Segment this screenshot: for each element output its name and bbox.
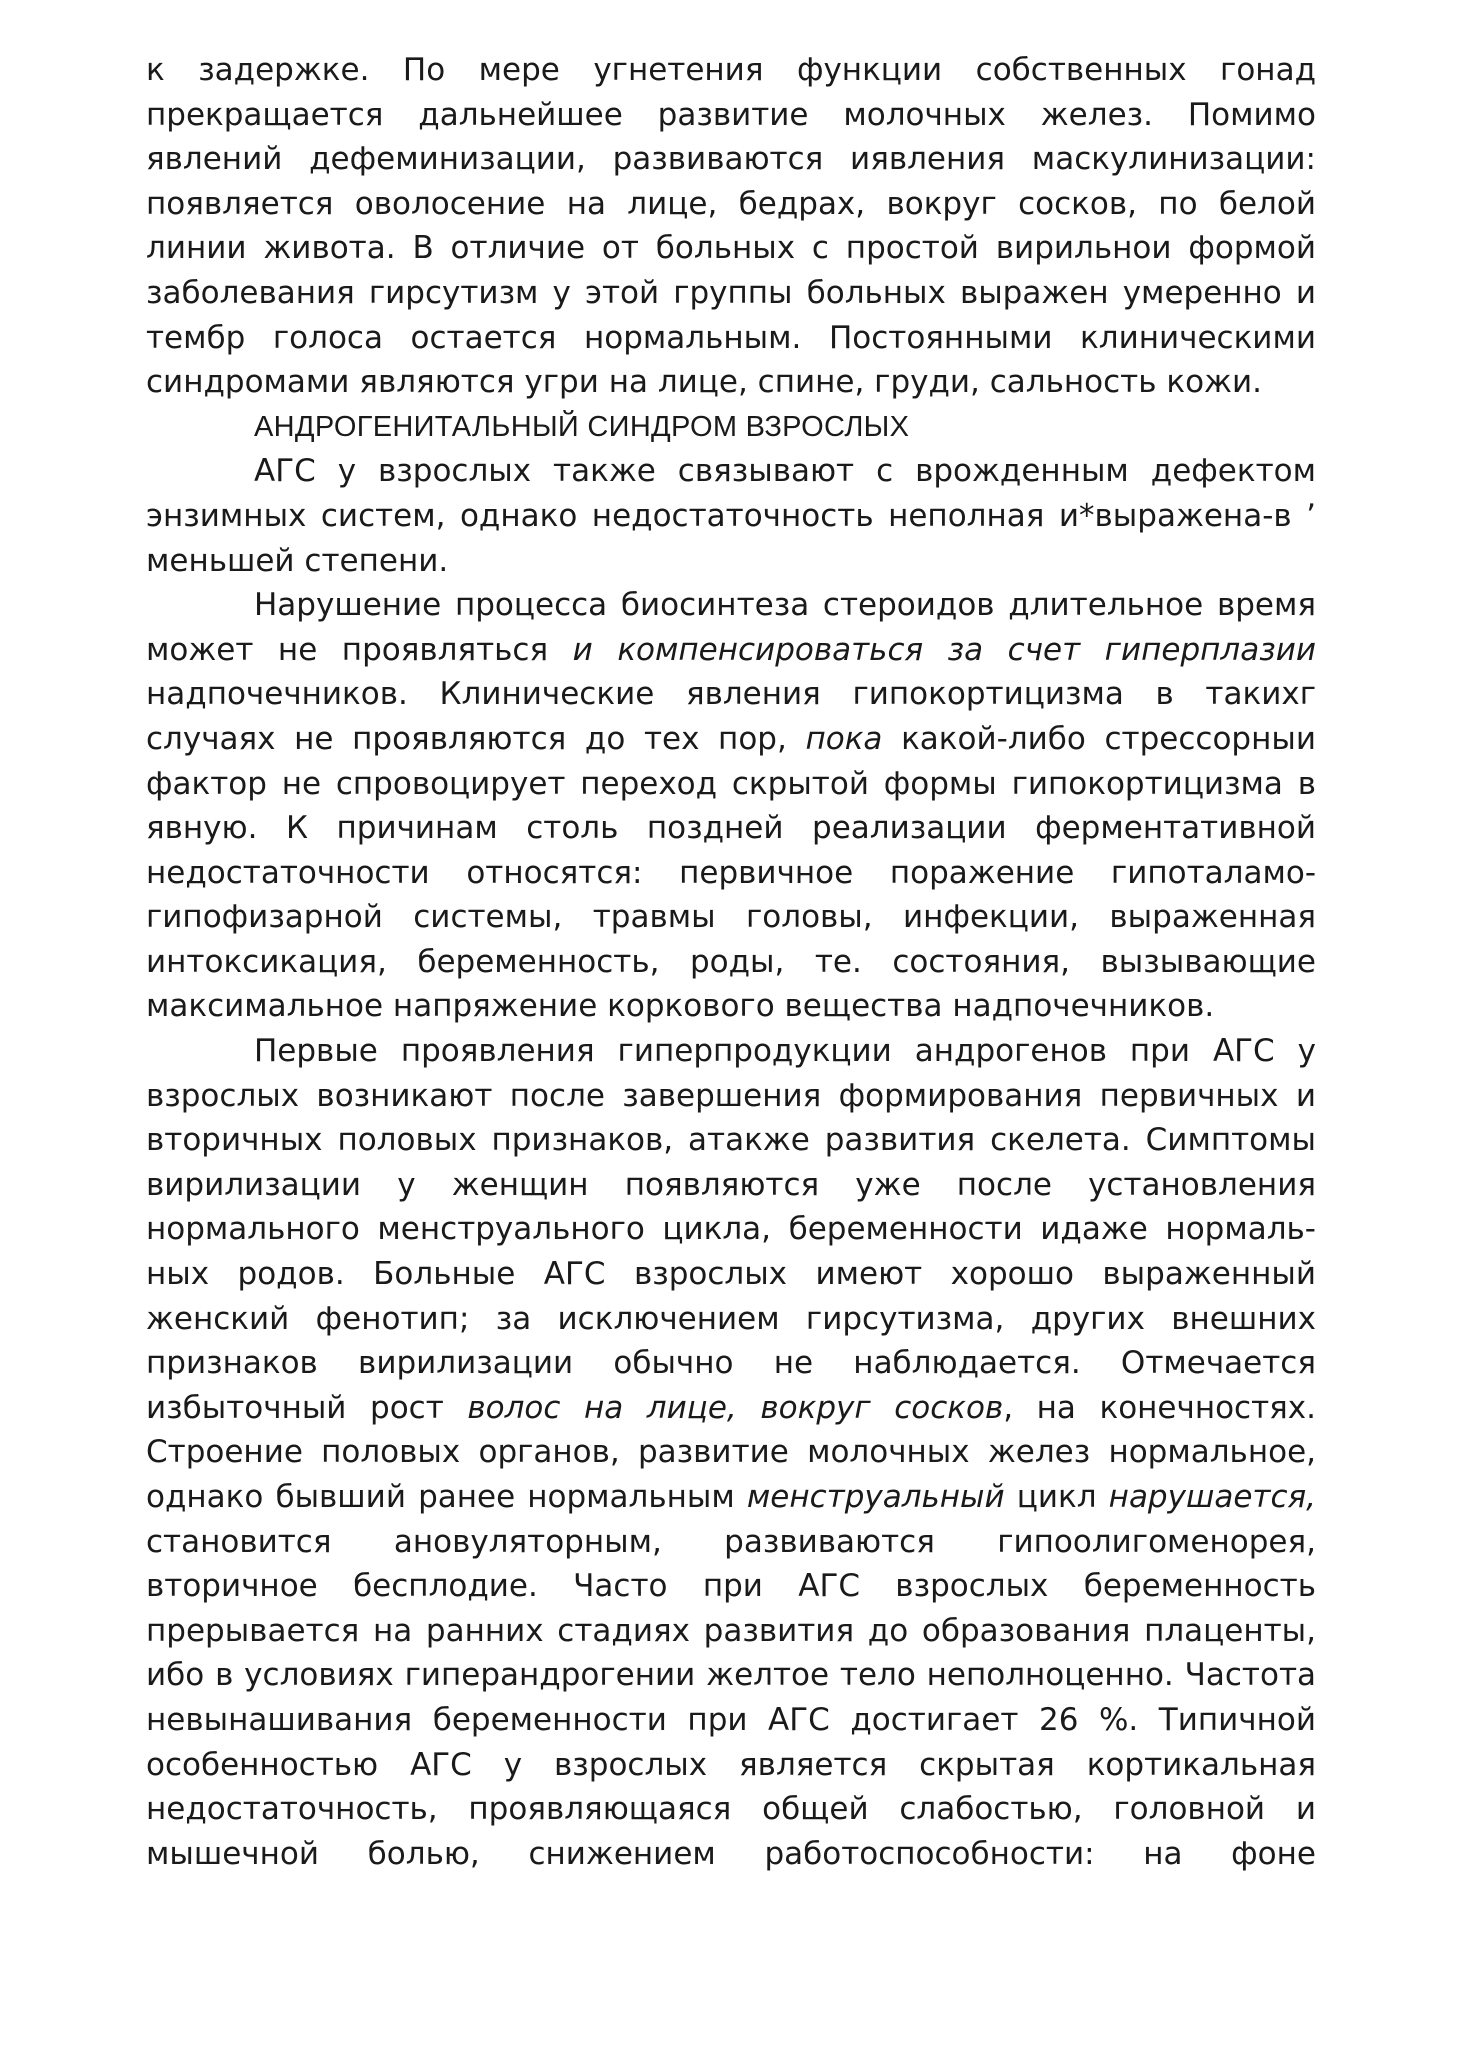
paragraph-ags-adults-intro: АГС у взрослых также связывают с врожденным дефектом энзимных систем, однако недостаточность неполная и*выражена-в ’ меньшей степени. (146, 453, 1316, 579)
italic-run: и компенсироваться за счет гиперплазии (572, 631, 1316, 668)
text-run: , на конечностях. Строение половых органов, развитие молочных желез нормальное, однако бывший ранее нормальным (146, 1389, 1317, 1515)
text-run: цикл (1004, 1479, 1109, 1515)
paragraph-defeminization: к задержке. По мере угнетения функции собственных гонад прекращается дальнейшее развитие молочных желез. Помимо явлений дефеминизации, развиваются иявления маскулинизации: появляется оволосение на лице, бедрах, вокруг сосков, по белой линии живота. В отличие от больных с простой вирильнои формой заболевания гирсутизм у этой группы больных выражен умеренно и тембр голоса остается нормальным. Постоянными клиническими синдромами являются угри на лице, спине, груди, сальность кожи. (146, 52, 1316, 401)
italic-run: менструальный (746, 1479, 1005, 1515)
text-run: надпочечников. Клинические явления гипокортицизма в такихг случаях не проявляются до тех пор, (146, 676, 1316, 757)
text-run: какой-либо стрессорныи фактор не спровоцирует переход скрытой формы гипокортицизма в явную. К причинам столь поздней реализации ферментативной недостаточности относятся: первичное поражение гипоталамо-гипофизарной системы, травмы головы, инфекции, выраженная интоксикация, беременность, роды, те. состояния, вызывающие максимальное напряжение коркового вещества надпочечников. (146, 720, 1316, 1025)
section-heading: АНДРОГЕНИТАЛЬНЫЙ СИНДРОМ ВЗРОСЛЫХ (254, 410, 910, 443)
italic-run: волос на лице, вокруг сосков (467, 1389, 1004, 1426)
text-run: Нарушение процесса биосинтеза стероидов длительное время может не проявляться (146, 587, 1316, 668)
italic-run: пока (805, 720, 883, 757)
text-run: Первые проявления гиперпродукции андрогенов при АГС у взрослых возникают после завершения формирования первичных и вторичных половых признаков, атакже развития скелета. Симптомы вирилизации у женщин появляются уже после установления нормального менструального цикла, беременности идаже нормаль-ных родов. Больные АГС взрослых имеют хорошо выраженный женский фенотип; за исключением гирсутизма, других внешних признаков вирилизации обычно не наблюдается. Отмечается избыточный рост (146, 1033, 1316, 1426)
paragraph-androgen-hyperproduction (146, 1029, 1316, 1876)
paragraph-biosynthesis (146, 583, 1316, 1029)
document-page (146, 48, 1316, 1876)
text-run: становится ановуляторным, развиваются гипоолигоменорея, вторичное бесплодие. Часто при АГС взрослых беременность прерывается на ранних стадиях развития до образования плаценты, ибо в условиях гиперандрогении желтое тело неполноценно. Частота невынашивания беременности при АГС достигает 26 %. Типичной особенностью АГС у взрослых является скрытая кортикальная недостаточность, проявляющаяся общей слабостью, головной и мышечной болью, снижением работоспособности: на фоне (146, 1523, 1316, 1872)
italic-run: нарушается, (1108, 1479, 1316, 1515)
